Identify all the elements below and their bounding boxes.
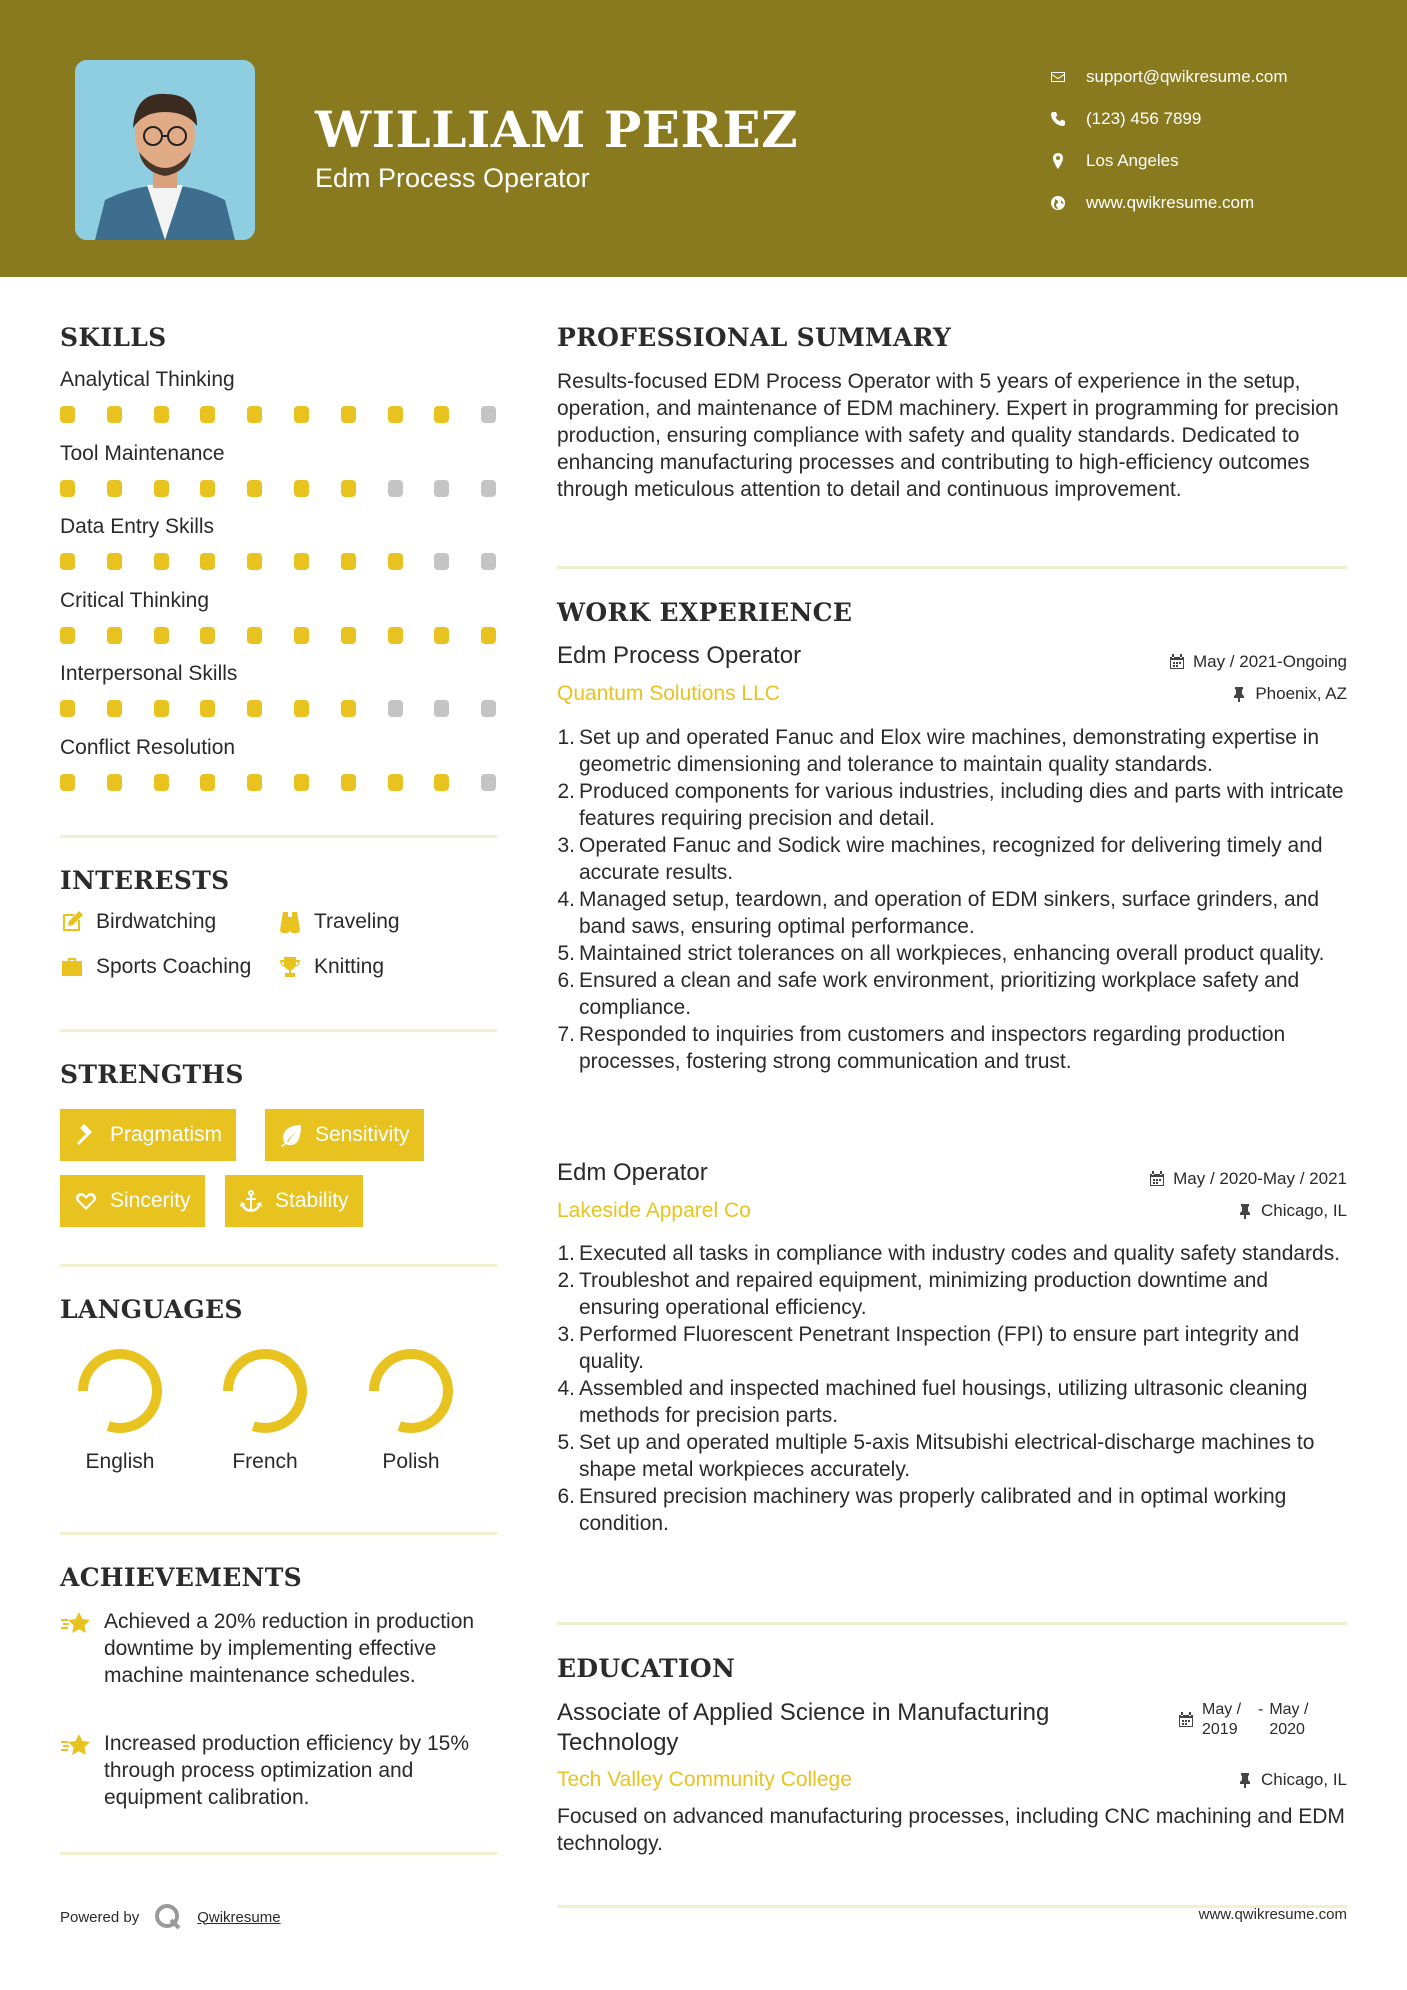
skills-heading: SKILLS [60, 323, 167, 352]
rating-dot [388, 406, 403, 423]
list-number: 3. [557, 834, 575, 857]
rating-dot [200, 774, 215, 791]
divider [60, 1852, 497, 1855]
strength-label: Sincerity [110, 1189, 191, 1212]
contact-website[interactable] [1050, 182, 1390, 224]
language-item [55, 1346, 185, 1474]
rating-dot [341, 480, 356, 497]
achievement-item [60, 1608, 480, 1689]
rating-dot [247, 627, 262, 644]
rating-dot [154, 700, 169, 717]
map-pin-icon [1050, 153, 1086, 169]
list-number: 3. [557, 1323, 575, 1346]
rating-dot [200, 627, 215, 644]
achievement-text: Achieved a 20% reduction in production downtime by implementing effective machine maintenance schedules. [104, 1610, 475, 1687]
trophy-icon [278, 955, 302, 979]
list-number: 1. [557, 1242, 575, 1265]
rating-dot [294, 406, 309, 423]
language-level-arc [228, 1354, 302, 1428]
strength-label: Pragmatism [110, 1123, 223, 1146]
rating-dot [388, 480, 403, 497]
strength-badge-pragmatism [60, 1109, 236, 1161]
list-text: Ensured precision machinery was properly calibrated and in optimal working condition. [579, 1485, 1287, 1535]
job-location [1231, 684, 1347, 704]
language-ring [220, 1346, 310, 1436]
language-item [346, 1346, 476, 1474]
rating-dot [294, 700, 309, 717]
rating-dot [481, 774, 496, 791]
contact-phone[interactable] [1050, 98, 1390, 140]
list-text: Performed Fluorescent Penetrant Inspection (FPI) to ensure part integrity and quality. [579, 1323, 1300, 1373]
job-date-text: May / 2020-May / 2021 [1173, 1169, 1347, 1188]
skill-label: Interpersonal Skills [60, 662, 238, 685]
divider [557, 1622, 1347, 1625]
list-number: 2. [557, 1269, 575, 1292]
rating-dot [107, 480, 122, 497]
rating-dot [341, 700, 356, 717]
list-number: 6. [557, 969, 575, 992]
list-text: Managed setup, teardown, and operation of EDM sinkers, surface grinders, and band saws, ensuring optimal performance. [579, 888, 1320, 938]
list-text: Set up and operated multiple 5-axis Mitsubishi electrical-discharge machines to shape metal workpieces accurately. [579, 1431, 1315, 1481]
rating-dot [154, 774, 169, 791]
binoculars-icon [278, 910, 302, 934]
pushpin-icon [1231, 686, 1247, 702]
rating-dot [107, 627, 122, 644]
rating-dot [247, 480, 262, 497]
job-title: Edm Process Operator [557, 642, 802, 669]
rating-dot [388, 627, 403, 644]
list-item [550, 832, 1350, 886]
interest-item-traveling [278, 910, 400, 934]
skill-label: Critical Thinking [60, 588, 209, 612]
job-date [1169, 652, 1347, 672]
list-number: 7. [557, 1023, 575, 1046]
experience-heading: WORK EXPERIENCE [557, 598, 853, 627]
list-number: 4. [557, 1377, 575, 1400]
rating-dot [434, 627, 449, 644]
job-location [1237, 1201, 1347, 1221]
envelope-icon [1050, 69, 1086, 85]
briefcase-icon [60, 955, 84, 979]
strength-label: Stability [275, 1189, 349, 1212]
interest-label: Sports Coaching [96, 955, 252, 978]
interest-item-birdwatching [60, 910, 216, 934]
pencil-icon [60, 910, 84, 934]
skill-rating [60, 627, 500, 645]
interest-label: Birdwatching [96, 910, 217, 933]
rating-dot [107, 700, 122, 717]
divider [60, 835, 497, 838]
job-location-text: Chicago, IL [1261, 1201, 1347, 1220]
footer-website[interactable]: www.qwikresume.com [1198, 1906, 1347, 1923]
calendar-icon [1169, 654, 1185, 670]
divider [60, 1029, 497, 1032]
list-item [550, 1483, 1350, 1537]
rating-dot [294, 553, 309, 570]
anchor-icon [239, 1189, 263, 1213]
rating-dot [107, 553, 122, 570]
achievement-item [60, 1730, 480, 1811]
rating-dot [247, 700, 262, 717]
list-text: Maintained strict tolerances on all workpieces, enhancing overall product quality. [579, 942, 1325, 965]
education-dates: May / 2019 - May / 2020 [1178, 1700, 1319, 1740]
education-date-start: May / 2019 [1202, 1701, 1242, 1738]
website-text: www.qwikresume.com [1086, 193, 1255, 212]
list-number: 1. [557, 726, 575, 749]
job-date [1149, 1169, 1347, 1189]
rating-dot [388, 553, 403, 570]
rating-dot [341, 774, 356, 791]
rating-dot [434, 406, 449, 423]
achievements-heading: ACHIEVEMENTS [60, 1563, 302, 1592]
interest-label: Traveling [314, 910, 400, 933]
list-text: Operated Fanuc and Sodick wire machines, recognized for delivering timely and accurate results. [579, 834, 1323, 884]
divider [557, 566, 1347, 569]
list-item [550, 1375, 1350, 1429]
rating-dot [341, 406, 356, 423]
skill-rating [60, 480, 500, 498]
rating-dot [60, 553, 75, 570]
list-item [550, 967, 1350, 1021]
profile-photo [75, 60, 255, 240]
list-number: 5. [557, 1431, 575, 1454]
email-text: support@qwikresume.com [1086, 67, 1288, 86]
candidate-name: WILLIAM PEREZ [315, 100, 799, 159]
languages-heading: LANGUAGES [60, 1295, 243, 1324]
skill-label: Conflict Resolution [60, 735, 236, 759]
strengths-heading: STRENGTHS [60, 1060, 244, 1089]
rating-dot [247, 553, 262, 570]
list-number: 4. [557, 888, 575, 911]
skill-rating [60, 406, 500, 424]
contact-email[interactable] [1050, 56, 1390, 98]
contact-list [1050, 56, 1390, 224]
star-icon [60, 1732, 92, 1760]
language-ring [75, 1346, 165, 1436]
rating-dot [294, 627, 309, 644]
strength-badge-stability [225, 1175, 363, 1227]
rating-dot [434, 774, 449, 791]
location-text: Los Angeles [1086, 151, 1179, 170]
rating-dot [154, 627, 169, 644]
company-name: Lakeside Apparel Co [557, 1199, 751, 1222]
rating-dot [107, 774, 122, 791]
rating-dot [294, 480, 309, 497]
divider [60, 1532, 497, 1535]
rating-dot [200, 480, 215, 497]
education-heading: EDUCATION [557, 1654, 736, 1683]
rating-dot [154, 406, 169, 423]
education-location [1237, 1770, 1347, 1790]
rating-dot [60, 406, 75, 423]
rating-dot [60, 700, 75, 717]
heart-icon [74, 1189, 98, 1213]
qwikresume-logo-icon [153, 1902, 183, 1932]
language-level-arc [83, 1354, 157, 1428]
list-text: Set up and operated Fanuc and Elox wire machines, demonstrating expertise in geometric dimensioning and tolerance to maintain quality standards. [579, 726, 1320, 776]
rating-dot [481, 700, 496, 717]
phone-icon [1050, 111, 1086, 127]
list-text: Responded to inquiries from customers and inspectors regarding production processes, fostering strong communication and trust. [579, 1023, 1286, 1073]
rating-dot [154, 480, 169, 497]
job-title: Edm Operator [557, 1159, 708, 1186]
rating-dot [107, 406, 122, 423]
qwikresume-link[interactable]: Qwikresume [197, 1908, 281, 1926]
language-level-arc [374, 1354, 448, 1428]
powered-by [60, 1902, 281, 1932]
pushpin-icon [1237, 1203, 1253, 1219]
skill-rating [60, 553, 500, 571]
job-responsibilities [550, 724, 1350, 1075]
list-text: Troubleshot and repaired equipment, minimizing production downtime and ensuring operational efficiency. [579, 1269, 1269, 1319]
strength-badge-sensitivity [265, 1109, 424, 1161]
degree-title: Associate of Applied Science in Manufacturing Technology [557, 1699, 1050, 1756]
gavel-icon [74, 1123, 98, 1147]
rating-dot [294, 774, 309, 791]
list-number: 6. [557, 1485, 575, 1508]
company-name: Quantum Solutions LLC [557, 682, 780, 705]
calendar-icon [1149, 1171, 1165, 1187]
resume-header [0, 0, 1407, 277]
list-item [550, 1240, 1350, 1267]
list-text: Ensured a clean and safe work environment, prioritizing workplace safety and compliance. [579, 969, 1300, 1019]
job-responsibilities [550, 1240, 1350, 1537]
candidate-title: Edm Process Operator [315, 163, 590, 193]
summary-heading: PROFESSIONAL SUMMARY [557, 323, 952, 352]
powered-by-label: Powered by [60, 1908, 140, 1926]
rating-dot [200, 406, 215, 423]
contact-location [1050, 140, 1390, 182]
skill-label: Tool Maintenance [60, 441, 225, 465]
skill-rating [60, 700, 500, 718]
interests-heading: INTERESTS [60, 866, 230, 895]
rating-dot [481, 480, 496, 497]
list-number: 5. [557, 942, 575, 965]
school-name: Tech Valley Community College [557, 1768, 852, 1791]
rating-dot [434, 480, 449, 497]
list-item [550, 1021, 1350, 1075]
pushpin-icon [1237, 1772, 1253, 1788]
rating-dot [481, 627, 496, 644]
list-text: Produced components for various industries, including dies and parts with intricate features requiring precision and detail. [579, 780, 1344, 830]
language-label: English [85, 1450, 155, 1473]
education-description: Focused on advanced manufacturing processes, including CNC machining and EDM technology. [557, 1805, 1345, 1855]
globe-icon [1050, 195, 1086, 211]
skill-rating [60, 774, 500, 792]
rating-dot [60, 774, 75, 791]
rating-dot [341, 627, 356, 644]
rating-dot [247, 406, 262, 423]
education-date-end: May / 2020 [1269, 1701, 1309, 1738]
rating-dot [434, 700, 449, 717]
list-item [550, 778, 1350, 832]
strength-label: Sensitivity [315, 1123, 410, 1146]
list-item [550, 1267, 1350, 1321]
interest-item-knitting [278, 955, 384, 979]
rating-dot [341, 553, 356, 570]
rating-dot [60, 480, 75, 497]
skill-label: Data Entry Skills [60, 515, 215, 538]
rating-dot [154, 553, 169, 570]
rating-dot [434, 553, 449, 570]
interest-label: Knitting [314, 955, 385, 978]
calendar-icon [1178, 1712, 1194, 1728]
education-location-text: Chicago, IL [1261, 1770, 1347, 1789]
star-icon [60, 1610, 92, 1638]
phone-text: (123) 456 7899 [1086, 109, 1202, 128]
list-item [550, 724, 1350, 778]
strength-badge-sincerity [60, 1175, 205, 1227]
list-item [550, 1321, 1350, 1375]
rating-dot [247, 774, 262, 791]
leaf-icon [279, 1123, 303, 1147]
list-item [550, 940, 1350, 967]
summary-text: Results-focused EDM Process Operator with 5 years of experience in the setup, operation, and maintenance of EDM machinery. Expert in programming for precision production, ensuring compliance with safety and quality standards. Dedicated to enhancing manufacturing processes and contributing to high-efficiency outcomes through meticulous attention to detail and continuous improvement. [557, 370, 1339, 501]
job-location-text: Phoenix, AZ [1255, 684, 1347, 703]
rating-dot [200, 553, 215, 570]
rating-dot [388, 774, 403, 791]
job-date-text: May / 2021-Ongoing [1192, 652, 1347, 671]
language-item [200, 1346, 330, 1474]
rating-dot [388, 700, 403, 717]
interest-item-sports-coaching [60, 955, 251, 979]
rating-dot [481, 406, 496, 423]
divider [60, 1264, 497, 1267]
language-label: French [232, 1450, 298, 1473]
language-ring [366, 1346, 456, 1436]
language-label: Polish [382, 1450, 440, 1473]
list-item [550, 1429, 1350, 1483]
rating-dot [481, 553, 496, 570]
achievement-text: Increased production efficiency by 15% through process optimization and equipment calibration. [104, 1732, 469, 1809]
rating-dot [60, 627, 75, 644]
list-number: 2. [557, 780, 575, 803]
rating-dot [200, 700, 215, 717]
list-text: Assembled and inspected machined fuel housings, utilizing ultrasonic cleaning methods for precision parts. [579, 1377, 1308, 1427]
skill-label: Analytical Thinking [60, 368, 235, 391]
list-text: Executed all tasks in compliance with industry codes and quality safety standards. [579, 1242, 1341, 1265]
list-item [550, 886, 1350, 940]
